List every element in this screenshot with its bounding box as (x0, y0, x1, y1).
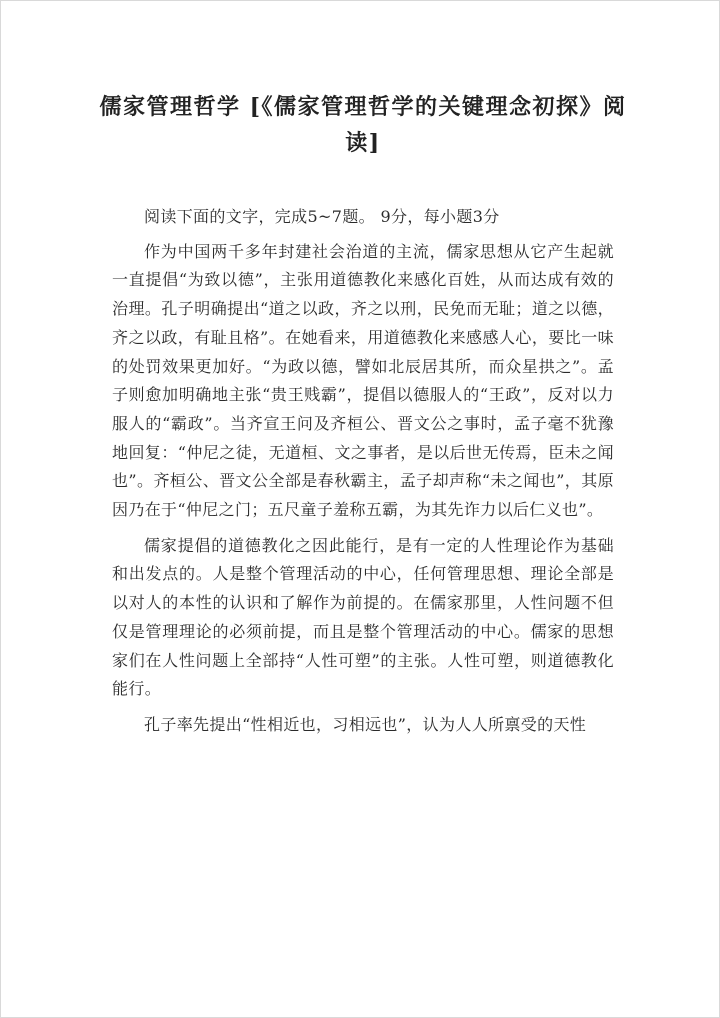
body-paragraph-1: 作为中国两千多年封建社会治道的主流，儒家思想从它产生起就一直提倡“为致以德”，主张用道德教化来感化百姓，从而达成有效的治理。孔子明确提出“道之以政，齐之以刑，民免而无耻；道之以德，齐之以政，有耻且格”。在她看来，用道德教化来感感人心，要比一味的处罚效果更加好。“为政以德，譬如北辰居其所，而众星拱之”。孟子则愈加明确地主张“贵王贱霸”，提倡以德服人的“王政”，反对以力服人的“霸政”。当齐宣王问及齐桓公、晋文公之事时，孟子毫不犹豫地回复：“仲尼之徒，无道桓、文之事者，是以后世无传焉，臣未之闻也”。齐桓公、晋文公全部是春秋霸主，孟子却声称“未之闻也”，其原因乃在于“仲尼之门；五尺童子羞称五霸，为其先诈力以后仁义也”。 (112, 241, 614, 520)
document-body (112, 203, 614, 740)
document-title: 儒家管理哲学 [《儒家管理哲学的关键理念初探》阅读] (99, 94, 627, 156)
instruction-paragraph: 阅读下面的文字，完成5~7题。 9分，每小题3分 (144, 207, 500, 226)
body-paragraph-2: 儒家提倡的道德教化之因此能行，是有一定的人性理论作为基础和出发点的。人是整个管理活动的中心，任何管理思想、理论全部是以对人的本性的认识和了解作为前提的。在儒家那里，人性问题不但仅是管理理论的必须前提，而且是整个管理活动的中心。儒家的思想家们在人性问题上全部持“人性可塑”的主张。人性可塑，则道德教化能行。 (112, 535, 614, 699)
body-paragraph-3: 孔子率先提出“性相近也，习相远也”，认为人人所禀受的天性 (144, 714, 587, 734)
